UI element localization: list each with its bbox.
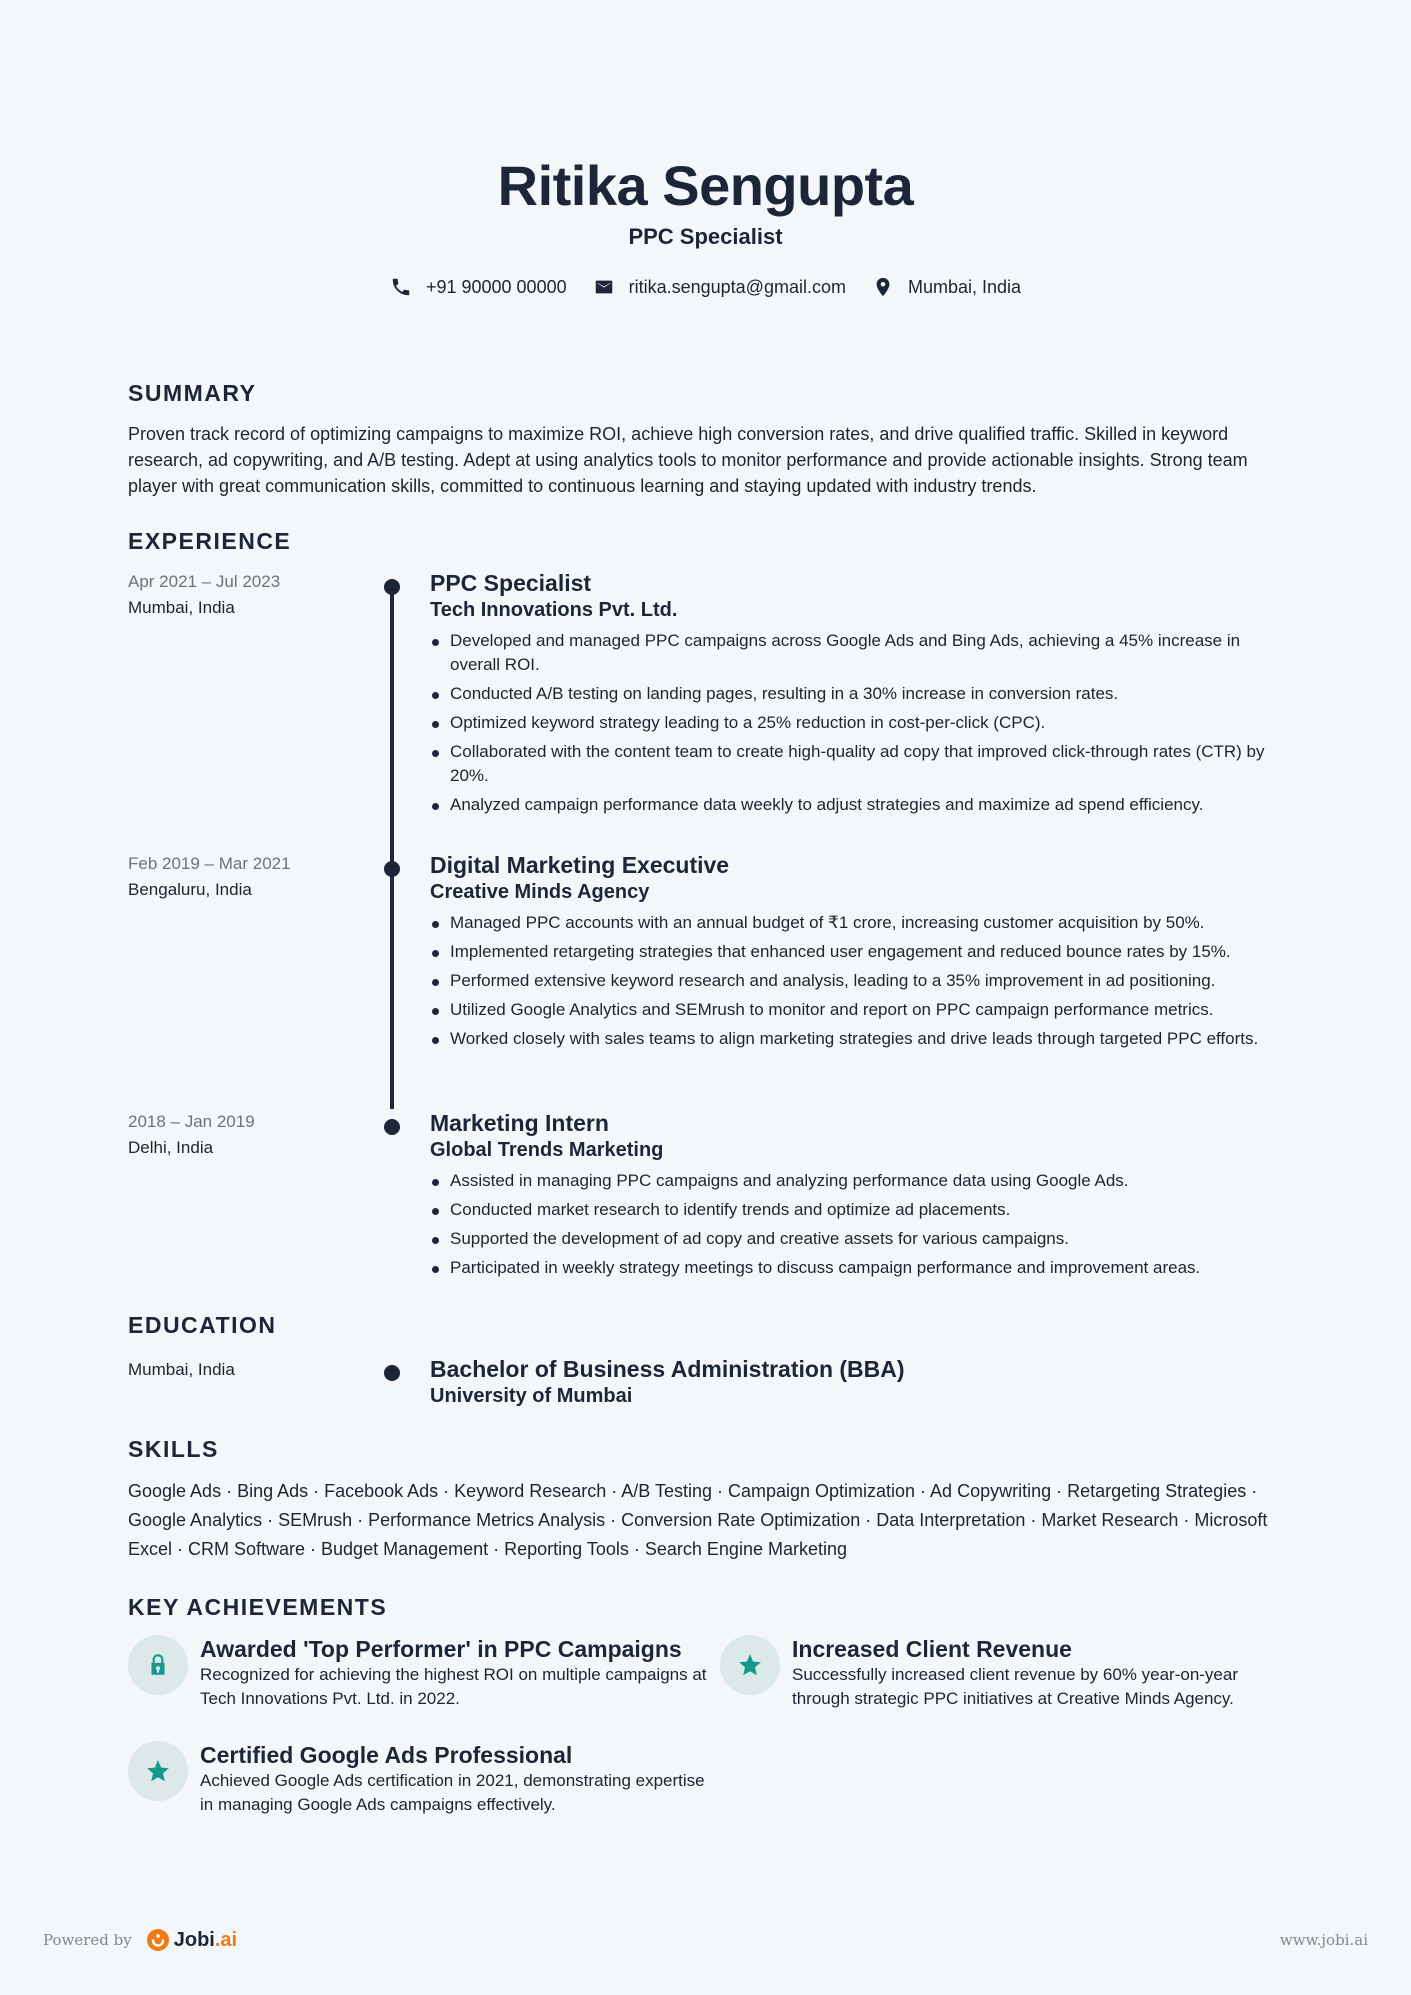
job-meta [128,851,368,903]
location-text: Mumbai, India [907,276,1022,297]
job-meta [128,569,368,621]
job-entry [128,1109,1283,1280]
timeline-line [390,869,394,1109]
job-bullets [430,1169,1283,1280]
bullet-item: Conducted A/B testing on landing pages, resulting in a 30% increase in conversion rates. [430,682,1283,706]
job-entry [128,569,1283,851]
job-dates: Apr 2021 – Jul 2023 [128,572,281,591]
education-section [128,1312,1283,1411]
bullet-item: Performed extensive keyword research and analysis, leading to a 35% improvement in ad positioning. [430,969,1283,993]
achievement-item [128,1741,720,1817]
bullet-item: Analyzed campaign performance data weekly to adjust strategies and maximize ad spend efficiency. [430,793,1283,817]
achievement-icon-badge [128,1741,188,1801]
bullet-item: Conducted market research to identify trends and optimize ad placements. [430,1198,1283,1222]
star-icon [145,1758,171,1784]
job-title: PPC Specialist [430,570,592,596]
star-icon [737,1652,763,1678]
footer-powered-by [43,1928,237,1952]
achievement-icon-badge [128,1635,188,1695]
job-bullets [430,629,1283,817]
bullet-item: Supported the development of ad copy and creative assets for various campaigns. [430,1227,1283,1251]
education-heading: EDUCATION [128,1312,277,1338]
experience-heading: EXPERIENCE [128,528,292,554]
skills-heading: SKILLS [128,1436,219,1462]
bullet-item: Participated in weekly strategy meetings to discuss campaign performance and improvement areas. [430,1256,1283,1280]
bullet-item: Collaborated with the content team to create high-quality ad copy that improved click-through rates (CTR) by 20%. [430,740,1283,788]
job-body [430,569,1283,817]
achievement-title: Increased Client Revenue [792,1636,1072,1662]
job-company: Creative Minds Agency [430,881,650,903]
contact-email [593,276,846,298]
achievement-icon-badge [720,1635,780,1695]
achievement-desc: Successfully increased client revenue by 60% year-on-year through strategic PPC initiatives at Creative Minds Agency. [792,1665,1239,1708]
education-body [430,1355,1283,1409]
bullet-item: Worked closely with sales teams to align marketing strategies and drive leads through targeted PPC efforts. [430,1027,1283,1051]
job-title: Marketing Intern [430,1110,609,1136]
phone-text: +91 90000 00000 [425,276,567,297]
job-location: Delhi, India [128,1138,214,1157]
achievement-title: Awarded 'Top Performer' in PPC Campaigns [200,1636,682,1662]
resume-header [128,0,1283,298]
location-pin-icon [872,276,894,298]
job-dates: 2018 – Jan 2019 [128,1112,255,1131]
jobi-logo[interactable] [146,1928,237,1952]
job-location: Mumbai, India [128,598,235,617]
achievement-item [128,1635,720,1711]
lock-icon [145,1652,171,1678]
job-dates: Feb 2019 – Mar 2021 [128,854,291,873]
bullet-item: Developed and managed PPC campaigns across Google Ads and Bing Ads, achieving a 45% increase in overall ROI. [430,629,1283,677]
job-company: Tech Innovations Pvt. Ltd. [430,599,678,621]
achievement-text [792,1635,1280,1711]
timeline-dot [384,861,400,877]
phone-icon [390,276,412,298]
job-meta [128,1109,368,1161]
contact-location [872,276,1021,298]
bullet-item: Managed PPC accounts with an annual budget of ₹1 crore, increasing customer acquisition by 50%. [430,911,1283,935]
bullet-item: Utilized Google Analytics and SEMrush to monitor and report on PPC campaign performance metrics. [430,998,1283,1022]
jobi-logo-icon [146,1928,170,1952]
resume-page [128,0,1283,1814]
degree-title: Bachelor of Business Administration (BBA) [430,1356,905,1382]
job-bullets [430,911,1283,1051]
candidate-name: Ritika Sengupta [497,154,914,217]
job-title: Digital Marketing Executive [430,852,730,878]
job-body [430,1109,1283,1280]
achievements-section [128,1594,1283,1817]
education-location: Mumbai, India [128,1360,235,1379]
experience-section [128,528,1283,1285]
achievement-title: Certified Google Ads Professional [200,1742,573,1768]
job-location: Bengaluru, India [128,880,252,899]
timeline-line [390,587,394,869]
powered-by-text: Powered by [43,1931,132,1949]
skills-list: Google Ads · Bing Ads · Facebook Ads · Keyword Research · A/B Testing · Campaign Optimization · Ad Copywriting · Retargeting Strategies · Google Analytics · SEMrush · Performance Metrics Analysis · Conversion Rate Optimization · Data Interpretation · Market Research · Microsoft Excel · CRM Software · Budget Management · Reporting Tools · Search Engine Marketing [128,1481,1268,1559]
education-meta [128,1357,368,1383]
logo-main-text: Jobi [173,1928,215,1951]
job-body [430,851,1283,1051]
achievement-desc: Recognized for achieving the highest ROI on multiple campaigns at Tech Innovations Pvt. Ltd. in 2022. [200,1665,707,1708]
summary-text: Proven track record of optimizing campaigns to maximize ROI, achieve high conversion rates, and drive qualified traffic. Skilled in keyword research, ad copywriting, and A/B testing. Adept at using analytics tools to monitor performance and provide actionable insights. Strong team player with great communication skills, committed to continuous learning and staying updated with industry trends. [128,424,1248,496]
bullet-item: Optimized keyword strategy leading to a 25% reduction in cost-per-click (CPC). [430,711,1283,735]
education-entry [128,1355,1283,1411]
bullet-item: Implemented retargeting strategies that enhanced user engagement and reduced bounce rates by 15%. [430,940,1283,964]
achievement-item [720,1635,1280,1711]
achievement-text [200,1741,720,1817]
logo-suffix-text: .ai [214,1928,238,1951]
achievement-text [200,1635,720,1711]
job-company: Global Trends Marketing [430,1139,664,1161]
job-entry [128,851,1283,1109]
school-name: University of Mumbai [430,1385,633,1407]
footer-url[interactable]: www.jobi.ai [1279,1931,1368,1949]
contact-row [128,276,1283,298]
bullet-item: Assisted in managing PPC campaigns and analyzing performance data using Google Ads. [430,1169,1283,1193]
summary-heading: SUMMARY [128,380,257,406]
email-text: ritika.sengupta@gmail.com [628,276,846,297]
summary-section [128,380,1283,499]
timeline-dot [384,579,400,595]
mail-icon [593,276,615,298]
achievements-heading: KEY ACHIEVEMENTS [128,1594,388,1620]
candidate-role: PPC Specialist [628,224,783,249]
timeline-dot [384,1119,400,1135]
contact-phone [390,276,567,298]
achievement-desc: Achieved Google Ads certification in 2021, demonstrating expertise in managing Google Ads campaigns effectively. [200,1771,705,1814]
achievements-grid [128,1635,1283,1817]
skills-section [128,1436,1283,1564]
timeline-dot [384,1365,400,1381]
